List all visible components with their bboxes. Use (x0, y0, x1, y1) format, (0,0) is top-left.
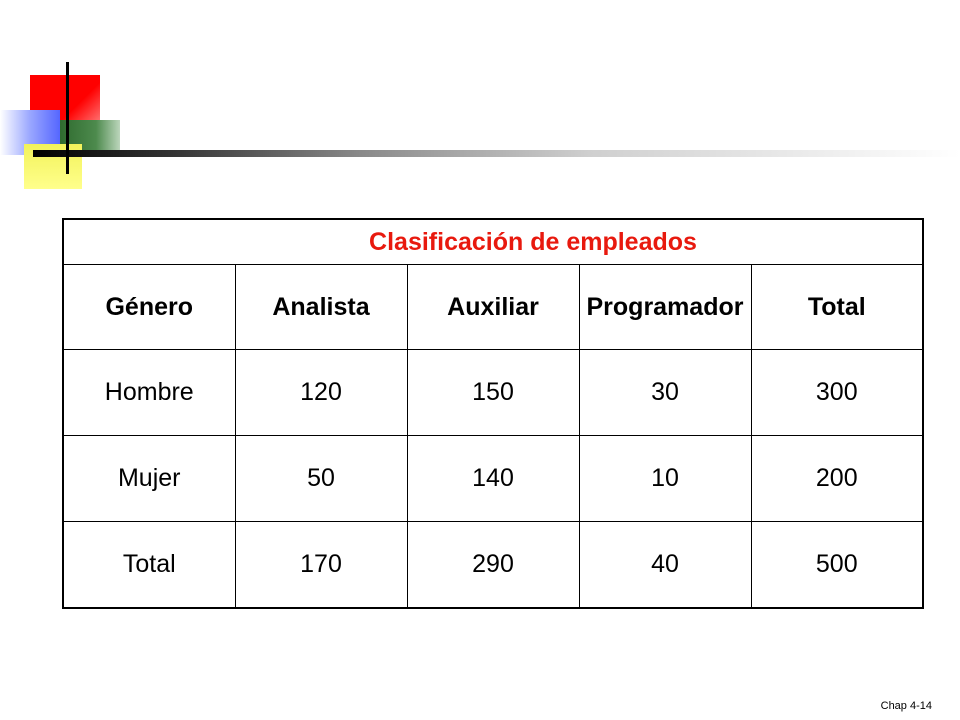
table-title-row (63, 219, 923, 265)
table-cell: 50 (235, 436, 407, 522)
table-cell: 300 (751, 350, 923, 436)
table-cell: 10 (579, 436, 751, 522)
table-cell: 140 (407, 436, 579, 522)
table-title: Clasificación de empleados (63, 219, 923, 265)
vertical-divider-line (66, 62, 69, 174)
table-header-row (63, 265, 923, 350)
table-cell: Total (63, 522, 235, 609)
table-cell: 200 (751, 436, 923, 522)
table-cell: 120 (235, 350, 407, 436)
table-row (63, 522, 923, 609)
table-cell: Hombre (63, 350, 235, 436)
column-header-genero: Género (63, 265, 235, 350)
classification-table-wrapper (62, 218, 924, 604)
horizontal-divider-line (33, 150, 960, 157)
table-row (63, 436, 923, 522)
column-header-analista: Analista (235, 265, 407, 350)
table-cell: 500 (751, 522, 923, 609)
column-header-total: Total (751, 265, 923, 350)
table-row (63, 350, 923, 436)
table-cell: 30 (579, 350, 751, 436)
table-cell: 290 (407, 522, 579, 609)
slide-logo-decoration (0, 0, 960, 200)
table-cell: 40 (579, 522, 751, 609)
slide-footer-page-label: Chap 4-14 (880, 700, 932, 712)
classification-table (62, 218, 924, 609)
table-cell: Mujer (63, 436, 235, 522)
column-header-programador: Programador (579, 265, 751, 350)
table-cell: 150 (407, 350, 579, 436)
table-cell: 170 (235, 522, 407, 609)
column-header-auxiliar: Auxiliar (407, 265, 579, 350)
